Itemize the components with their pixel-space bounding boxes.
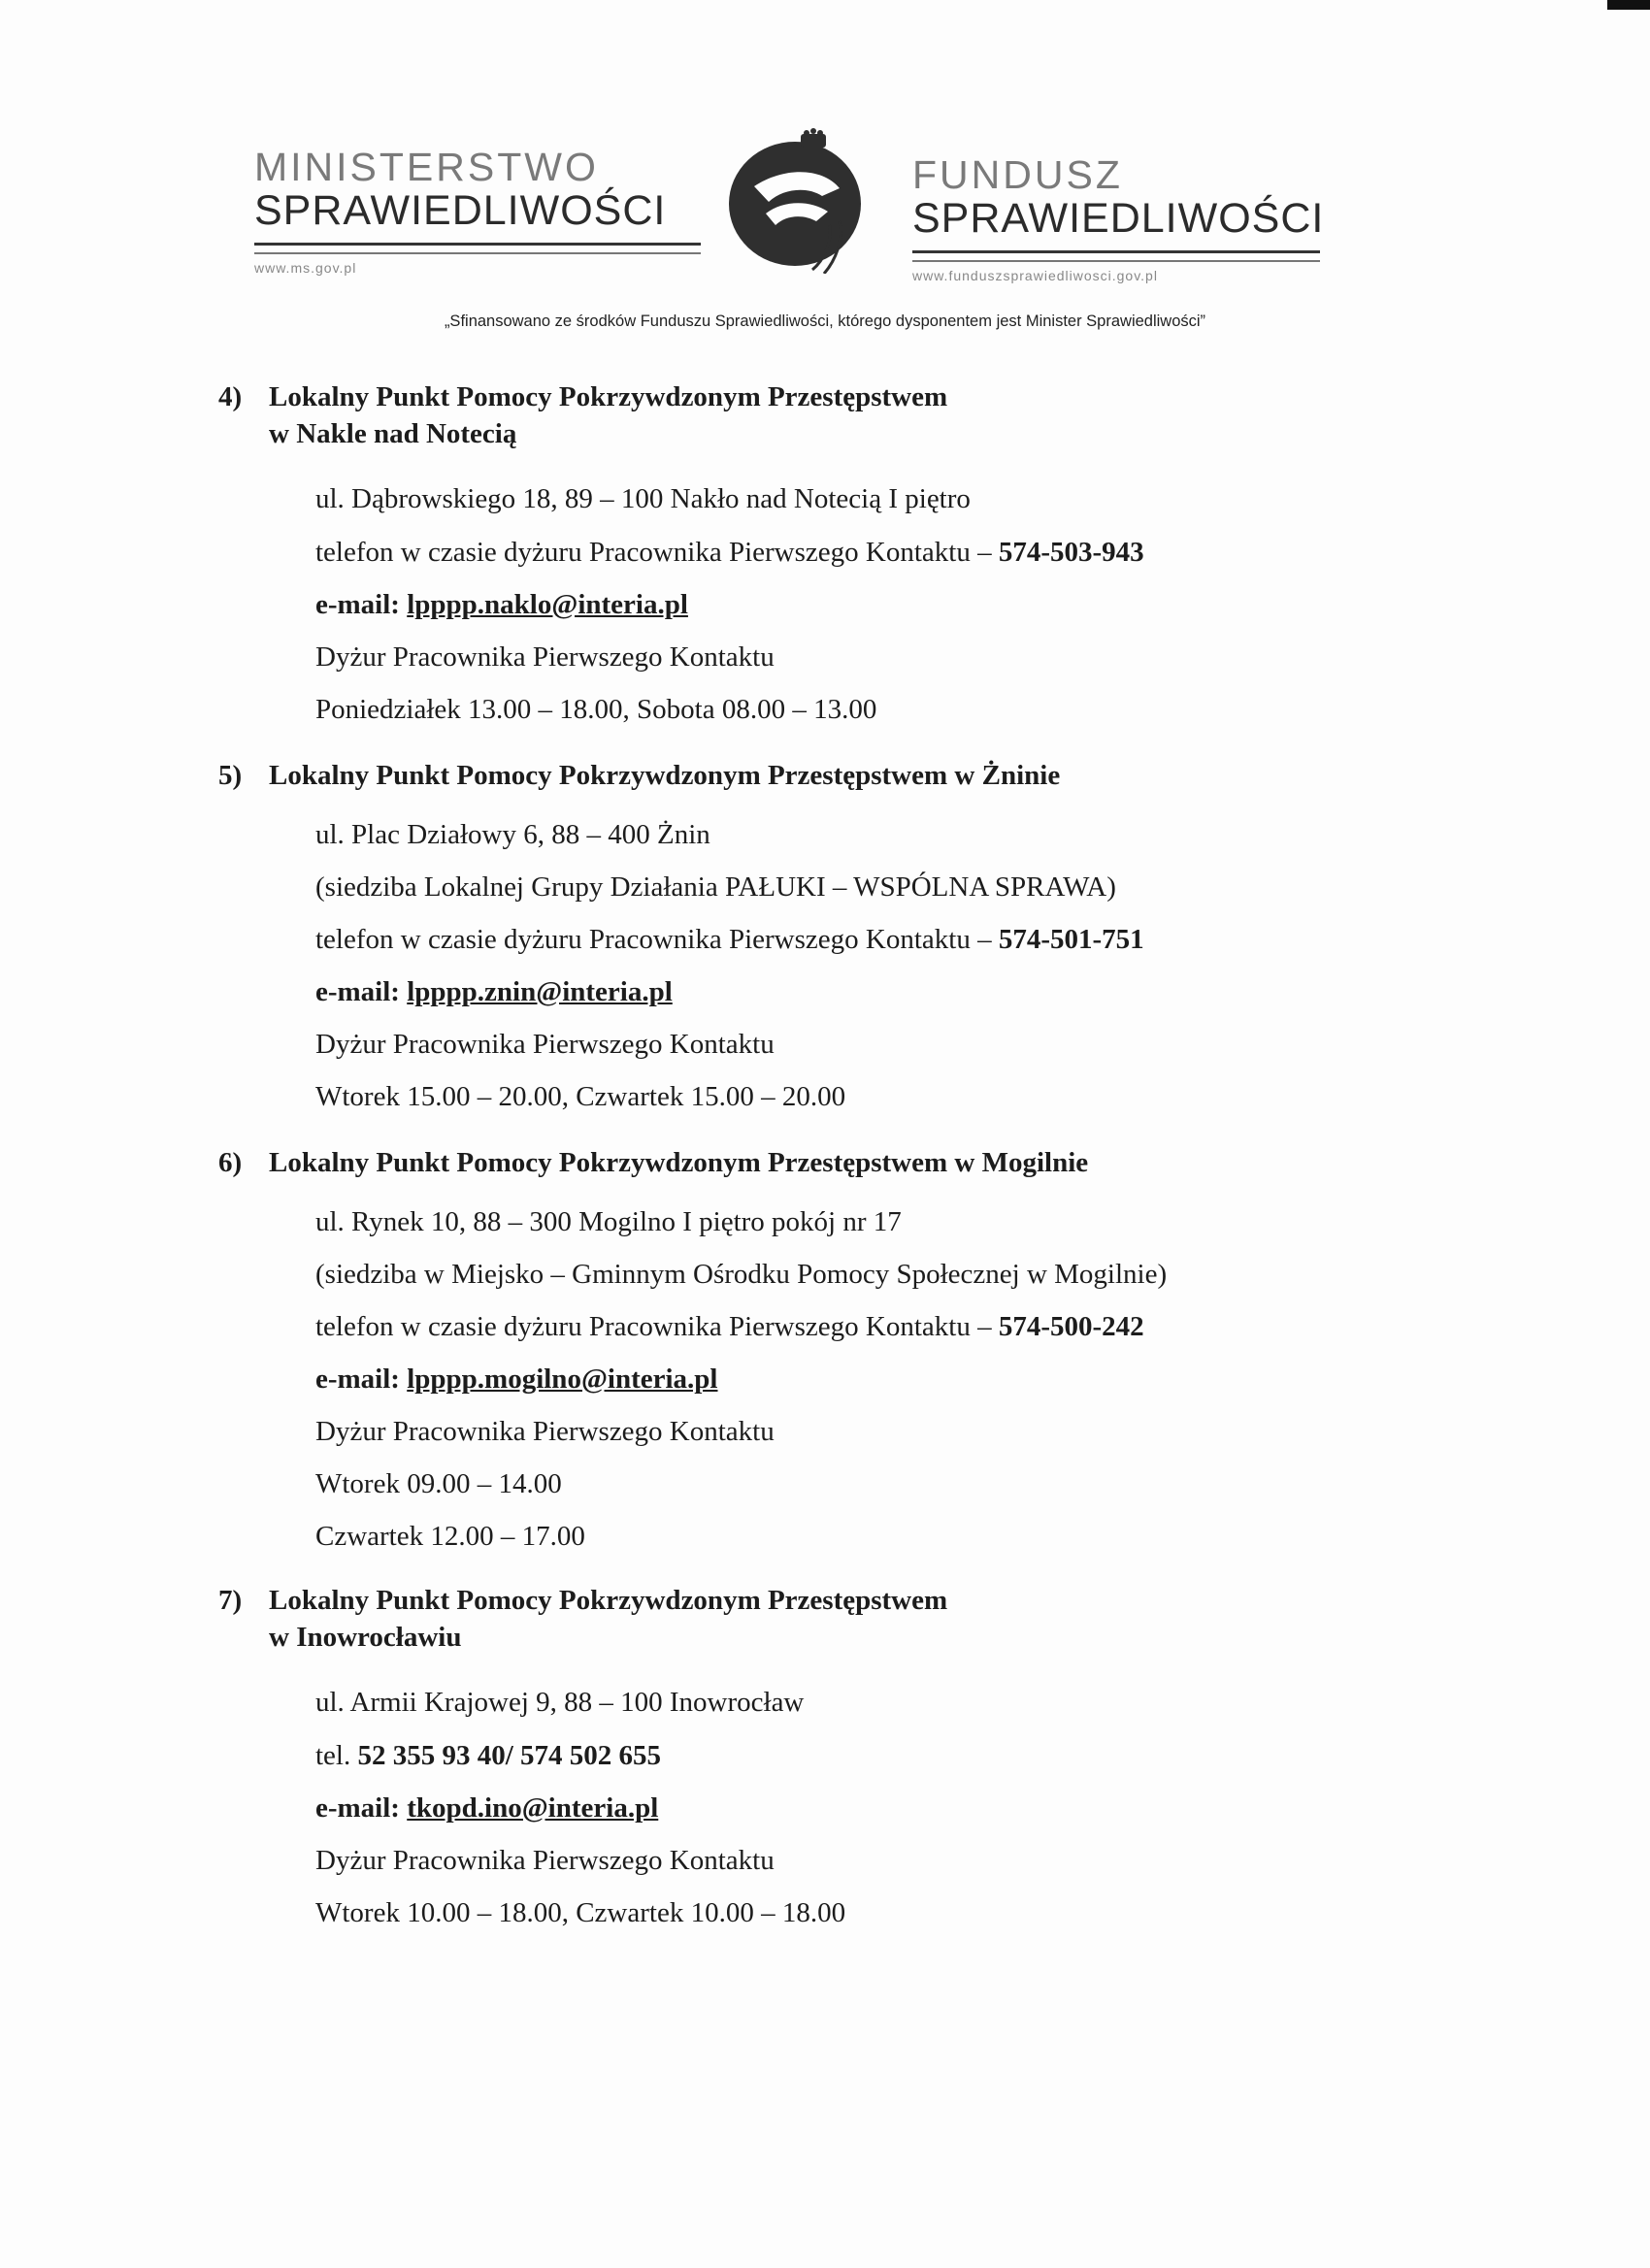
section-title (218, 757, 1480, 794)
section-title-line1: Lokalny Punkt Pomocy Pokrzywdzonym Przestępstwem w Mogilnie (269, 1147, 1089, 1178)
section-naklo (218, 378, 1480, 747)
tel-line (315, 1740, 661, 1772)
duty-label: Dyżur Pracownika Pierwszego Kontaktu (315, 641, 775, 673)
fund-logo-line2: SPRAWIEDLIWOŚCI (912, 195, 1325, 242)
email-label: e-mail: (315, 1792, 400, 1824)
scan-corner-mark (1607, 0, 1650, 10)
phone-line (315, 1311, 1144, 1343)
email-line (315, 1364, 718, 1396)
phone-number[interactable]: 574-503-943 (998, 537, 1144, 568)
section-number: 7) (218, 1585, 243, 1616)
phone-number[interactable]: 574-500-242 (998, 1311, 1144, 1342)
fund-logo-rule (912, 250, 1320, 262)
ministry-logo-rule (254, 243, 701, 254)
email-link[interactable]: lpppp.znin@interia.pl (407, 976, 673, 1007)
ministry-logo (254, 146, 701, 276)
eagle-emblem-icon (715, 128, 880, 274)
duty-label: Dyżur Pracownika Pierwszego Kontaktu (315, 1845, 775, 1876)
tel-numbers[interactable]: 52 355 93 40/ 574 502 655 (357, 1740, 662, 1771)
fund-url: www.funduszsprawiedliwosci.gov.pl (912, 268, 1158, 283)
tel-label: tel. (315, 1740, 351, 1771)
email-label: e-mail: (315, 589, 400, 620)
section-title (218, 1144, 1480, 1181)
hours-line: Wtorek 09.00 – 14.00 (315, 1468, 562, 1499)
email-label: e-mail: (315, 976, 400, 1007)
phone-label: telefon w czasie dyżuru Pracownika Pierwszego Kontaktu – (315, 1311, 999, 1342)
note-line: (siedziba Lokalnej Grupy Działania PAŁUKI – WSPÓLNA SPRAWA) (315, 871, 1116, 903)
hours-line: Wtorek 10.00 – 18.00, Czwartek 10.00 – 18.00 (315, 1897, 846, 1928)
email-line (315, 589, 688, 621)
email-line (315, 976, 673, 1008)
note-line: (siedziba w Miejsko – Gminnym Ośrodku Pomocy Społecznej w Mogilnie) (315, 1259, 1168, 1290)
hours-line: Wtorek 15.00 – 20.00, Czwartek 15.00 – 20.00 (315, 1081, 846, 1112)
address-line: ul. Dąbrowskiego 18, 89 – 100 Nakło nad Notecią I piętro (315, 483, 971, 514)
phone-label: telefon w czasie dyżuru Pracownika Pierwszego Kontaktu – (315, 924, 999, 955)
section-title-line1: Lokalny Punkt Pomocy Pokrzywdzonym Przestępstwem w Żninie (269, 760, 1061, 791)
ministry-logo-line2: SPRAWIEDLIWOŚCI (254, 187, 667, 234)
hours-line: Czwartek 12.00 – 17.00 (315, 1521, 585, 1552)
fund-logo-line1: FUNDUSZ (912, 152, 1123, 197)
address-line: ul. Plac Działowy 6, 88 – 400 Żnin (315, 819, 710, 850)
address-line: ul. Rynek 10, 88 – 300 Mogilno I piętro pokój nr 17 (315, 1206, 902, 1237)
section-number: 5) (218, 760, 243, 791)
email-link[interactable]: tkopd.ino@interia.pl (407, 1792, 659, 1824)
address-line: ul. Armii Krajowej 9, 88 – 100 Inowrocław (315, 1687, 805, 1718)
phone-line (315, 924, 1144, 956)
phone-label: telefon w czasie dyżuru Pracownika Pierwszego Kontaktu – (315, 537, 999, 568)
section-title-line1: Lokalny Punkt Pomocy Pokrzywdzonym Przestępstwem (269, 381, 948, 412)
section-number: 4) (218, 381, 243, 412)
section-title (218, 378, 1480, 415)
section-inowroclaw (218, 1582, 1480, 1970)
duty-label: Dyżur Pracownika Pierwszego Kontaktu (315, 1416, 775, 1447)
phone-line (315, 537, 1144, 569)
section-title (218, 1582, 1480, 1619)
email-label: e-mail: (315, 1364, 400, 1395)
ministry-logo-line1: MINISTERSTWO (254, 145, 599, 189)
funding-note: „Sfinansowano ze środków Funduszu Sprawiedliwości, którego dysponentem jest Minister Sprawiedliwości” (444, 312, 1206, 330)
section-mogilno (218, 1144, 1480, 1571)
duty-label: Dyżur Pracownika Pierwszego Kontaktu (315, 1029, 775, 1060)
email-link[interactable]: lpppp.naklo@interia.pl (407, 589, 688, 620)
phone-number[interactable]: 574-501-751 (998, 924, 1144, 955)
email-link[interactable]: lpppp.mogilno@interia.pl (407, 1364, 718, 1395)
ministry-url: www.ms.gov.pl (254, 260, 357, 276)
section-title-line1: Lokalny Punkt Pomocy Pokrzywdzonym Przestępstwem (269, 1585, 948, 1616)
fund-logo (912, 152, 1325, 283)
section-number: 6) (218, 1147, 243, 1178)
section-title-line2: w Inowrocławiu (269, 1622, 462, 1653)
section-znin (218, 757, 1480, 1126)
email-line (315, 1792, 658, 1824)
hours-line: Poniedziałek 13.00 – 18.00, Sobota 08.00 – 13.00 (315, 694, 877, 725)
section-title-line2: w Nakle nad Notecią (269, 418, 517, 449)
